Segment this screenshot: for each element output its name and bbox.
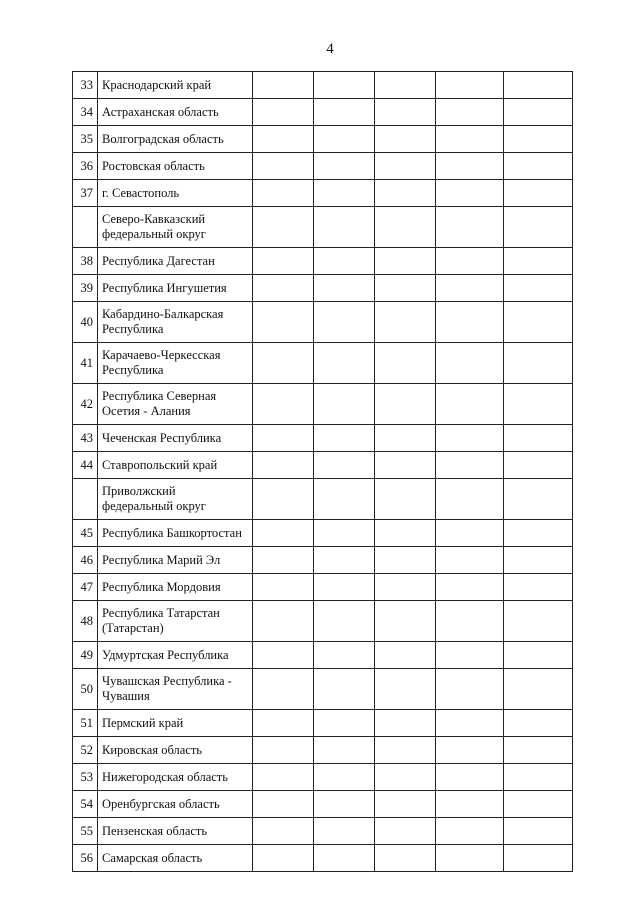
empty-cell [375, 845, 436, 872]
empty-cell [436, 791, 504, 818]
table-row [73, 126, 573, 153]
row-number: 55 [73, 818, 98, 845]
row-number: 40 [73, 302, 98, 343]
empty-cell [375, 343, 436, 384]
empty-cell [504, 737, 573, 764]
empty-cell [436, 99, 504, 126]
region-name: г. Севастополь [98, 180, 253, 207]
empty-cell [314, 126, 375, 153]
table-row [73, 180, 573, 207]
row-number: 53 [73, 764, 98, 791]
empty-cell [436, 547, 504, 574]
row-number: 56 [73, 845, 98, 872]
empty-cell [504, 99, 573, 126]
row-number: 48 [73, 601, 98, 642]
empty-cell [253, 737, 314, 764]
empty-cell [253, 72, 314, 99]
region-name: Кировская область [98, 737, 253, 764]
row-number: 44 [73, 452, 98, 479]
empty-cell [375, 642, 436, 669]
empty-cell [504, 126, 573, 153]
empty-cell [314, 153, 375, 180]
row-number: 35 [73, 126, 98, 153]
empty-cell [436, 669, 504, 710]
region-name: Республика Северная Осетия - Алания [98, 384, 253, 425]
empty-cell [436, 207, 504, 248]
empty-cell [314, 601, 375, 642]
empty-cell [504, 425, 573, 452]
empty-cell [436, 601, 504, 642]
row-number: 45 [73, 520, 98, 547]
empty-cell [375, 764, 436, 791]
empty-cell [314, 384, 375, 425]
row-number: 52 [73, 737, 98, 764]
table-row [73, 479, 573, 520]
empty-cell [436, 384, 504, 425]
empty-cell [314, 99, 375, 126]
empty-cell [375, 479, 436, 520]
empty-cell [314, 452, 375, 479]
table-row [73, 845, 573, 872]
empty-cell [314, 642, 375, 669]
region-name: Республика Мордовия [98, 574, 253, 601]
empty-cell [504, 710, 573, 737]
region-name: Республика Марий Эл [98, 547, 253, 574]
empty-cell [375, 180, 436, 207]
empty-cell [314, 302, 375, 343]
empty-cell [375, 452, 436, 479]
empty-cell [504, 818, 573, 845]
empty-cell [436, 710, 504, 737]
empty-cell [436, 452, 504, 479]
empty-cell [504, 547, 573, 574]
empty-cell [253, 153, 314, 180]
empty-cell [314, 520, 375, 547]
region-name: Республика Татарстан (Татарстан) [98, 601, 253, 642]
table-row [73, 764, 573, 791]
table-row [73, 275, 573, 302]
row-number: 42 [73, 384, 98, 425]
empty-cell [436, 574, 504, 601]
row-number: 54 [73, 791, 98, 818]
empty-cell [253, 547, 314, 574]
empty-cell [504, 764, 573, 791]
region-name: Чувашская Республика - Чувашия [98, 669, 253, 710]
empty-cell [314, 574, 375, 601]
empty-cell [436, 737, 504, 764]
table-row [73, 207, 573, 248]
region-name: Пермский край [98, 710, 253, 737]
empty-cell [375, 302, 436, 343]
empty-cell [375, 126, 436, 153]
table-row [73, 520, 573, 547]
region-name: Ростовская область [98, 153, 253, 180]
empty-cell [253, 343, 314, 384]
empty-cell [375, 710, 436, 737]
empty-cell [314, 791, 375, 818]
region-name: Удмуртская Республика [98, 642, 253, 669]
region-name: Нижегородская область [98, 764, 253, 791]
region-name: Самарская область [98, 845, 253, 872]
empty-cell [253, 479, 314, 520]
empty-cell [253, 384, 314, 425]
empty-cell [253, 764, 314, 791]
region-name: Карачаево-Черкесская Республика [98, 343, 253, 384]
row-number: 49 [73, 642, 98, 669]
empty-cell [436, 248, 504, 275]
empty-cell [504, 479, 573, 520]
empty-cell [253, 302, 314, 343]
table-row [73, 99, 573, 126]
region-name: Республика Ингушетия [98, 275, 253, 302]
region-name: Чеченская Республика [98, 425, 253, 452]
empty-cell [253, 126, 314, 153]
empty-cell [504, 452, 573, 479]
empty-cell [504, 642, 573, 669]
empty-cell [375, 384, 436, 425]
empty-cell [253, 452, 314, 479]
empty-cell [375, 520, 436, 547]
empty-cell [314, 479, 375, 520]
empty-cell [436, 180, 504, 207]
region-name: Астраханская область [98, 99, 253, 126]
table-row [73, 574, 573, 601]
row-number: 37 [73, 180, 98, 207]
empty-cell [504, 669, 573, 710]
region-name: Оренбургская область [98, 791, 253, 818]
table-row [73, 642, 573, 669]
table-row [73, 248, 573, 275]
empty-cell [436, 72, 504, 99]
empty-cell [504, 384, 573, 425]
region-name: Кабардино-Балкарская Республика [98, 302, 253, 343]
empty-cell [436, 126, 504, 153]
region-name: Северо-Кавказский федеральный округ [98, 207, 253, 248]
table-row [73, 791, 573, 818]
empty-cell [253, 791, 314, 818]
empty-cell [375, 207, 436, 248]
empty-cell [375, 99, 436, 126]
empty-cell [253, 845, 314, 872]
empty-cell [314, 710, 375, 737]
region-name: Республика Башкортостан [98, 520, 253, 547]
empty-cell [504, 343, 573, 384]
empty-cell [314, 764, 375, 791]
empty-cell [375, 547, 436, 574]
row-number: 39 [73, 275, 98, 302]
table-row [73, 710, 573, 737]
empty-cell [436, 425, 504, 452]
empty-cell [314, 845, 375, 872]
empty-cell [314, 737, 375, 764]
empty-cell [375, 818, 436, 845]
table-row [73, 737, 573, 764]
row-number: 38 [73, 248, 98, 275]
empty-cell [253, 99, 314, 126]
table-row [73, 452, 573, 479]
row-number: 50 [73, 669, 98, 710]
row-number [73, 479, 98, 520]
row-number [73, 207, 98, 248]
empty-cell [504, 207, 573, 248]
empty-cell [253, 601, 314, 642]
empty-cell [314, 343, 375, 384]
row-number: 47 [73, 574, 98, 601]
empty-cell [436, 520, 504, 547]
empty-cell [504, 520, 573, 547]
row-number: 51 [73, 710, 98, 737]
empty-cell [436, 845, 504, 872]
empty-cell [253, 180, 314, 207]
empty-cell [504, 180, 573, 207]
empty-cell [504, 791, 573, 818]
empty-cell [504, 248, 573, 275]
empty-cell [314, 425, 375, 452]
region-name: Краснодарский край [98, 72, 253, 99]
row-number: 41 [73, 343, 98, 384]
empty-cell [436, 153, 504, 180]
region-name: Республика Дагестан [98, 248, 253, 275]
empty-cell [375, 574, 436, 601]
empty-cell [375, 737, 436, 764]
empty-cell [436, 642, 504, 669]
row-number: 36 [73, 153, 98, 180]
empty-cell [504, 153, 573, 180]
empty-cell [436, 343, 504, 384]
row-number: 46 [73, 547, 98, 574]
empty-cell [253, 520, 314, 547]
row-number: 33 [73, 72, 98, 99]
empty-cell [375, 425, 436, 452]
empty-cell [253, 642, 314, 669]
table-row [73, 818, 573, 845]
empty-cell [253, 425, 314, 452]
empty-cell [314, 818, 375, 845]
table-row [73, 153, 573, 180]
empty-cell [375, 153, 436, 180]
row-number: 34 [73, 99, 98, 126]
empty-cell [504, 601, 573, 642]
empty-cell [436, 818, 504, 845]
empty-cell [375, 791, 436, 818]
empty-cell [253, 275, 314, 302]
table-row [73, 547, 573, 574]
table-row [73, 384, 573, 425]
empty-cell [504, 275, 573, 302]
table-row [73, 669, 573, 710]
empty-cell [314, 669, 375, 710]
empty-cell [314, 180, 375, 207]
table-row [73, 72, 573, 99]
region-name: Приволжский федеральный округ [98, 479, 253, 520]
empty-cell [253, 574, 314, 601]
region-name: Волгоградская область [98, 126, 253, 153]
empty-cell [504, 845, 573, 872]
page-number: 4 [326, 41, 334, 57]
table-body [73, 72, 573, 872]
empty-cell [375, 72, 436, 99]
empty-cell [314, 207, 375, 248]
table-row [73, 425, 573, 452]
table-row [73, 343, 573, 384]
table-row [73, 601, 573, 642]
empty-cell [375, 669, 436, 710]
empty-cell [436, 275, 504, 302]
row-number: 43 [73, 425, 98, 452]
empty-cell [436, 764, 504, 791]
empty-cell [375, 601, 436, 642]
empty-cell [253, 710, 314, 737]
empty-cell [375, 248, 436, 275]
empty-cell [253, 669, 314, 710]
table-row [73, 302, 573, 343]
empty-cell [504, 302, 573, 343]
regions-table [72, 71, 573, 872]
empty-cell [504, 574, 573, 601]
empty-cell [436, 302, 504, 343]
empty-cell [314, 72, 375, 99]
empty-cell [253, 207, 314, 248]
empty-cell [375, 275, 436, 302]
empty-cell [314, 547, 375, 574]
empty-cell [253, 248, 314, 275]
empty-cell [504, 72, 573, 99]
empty-cell [253, 818, 314, 845]
region-name: Пензенская область [98, 818, 253, 845]
empty-cell [314, 275, 375, 302]
empty-cell [314, 248, 375, 275]
empty-cell [436, 479, 504, 520]
region-name: Ставропольский край [98, 452, 253, 479]
